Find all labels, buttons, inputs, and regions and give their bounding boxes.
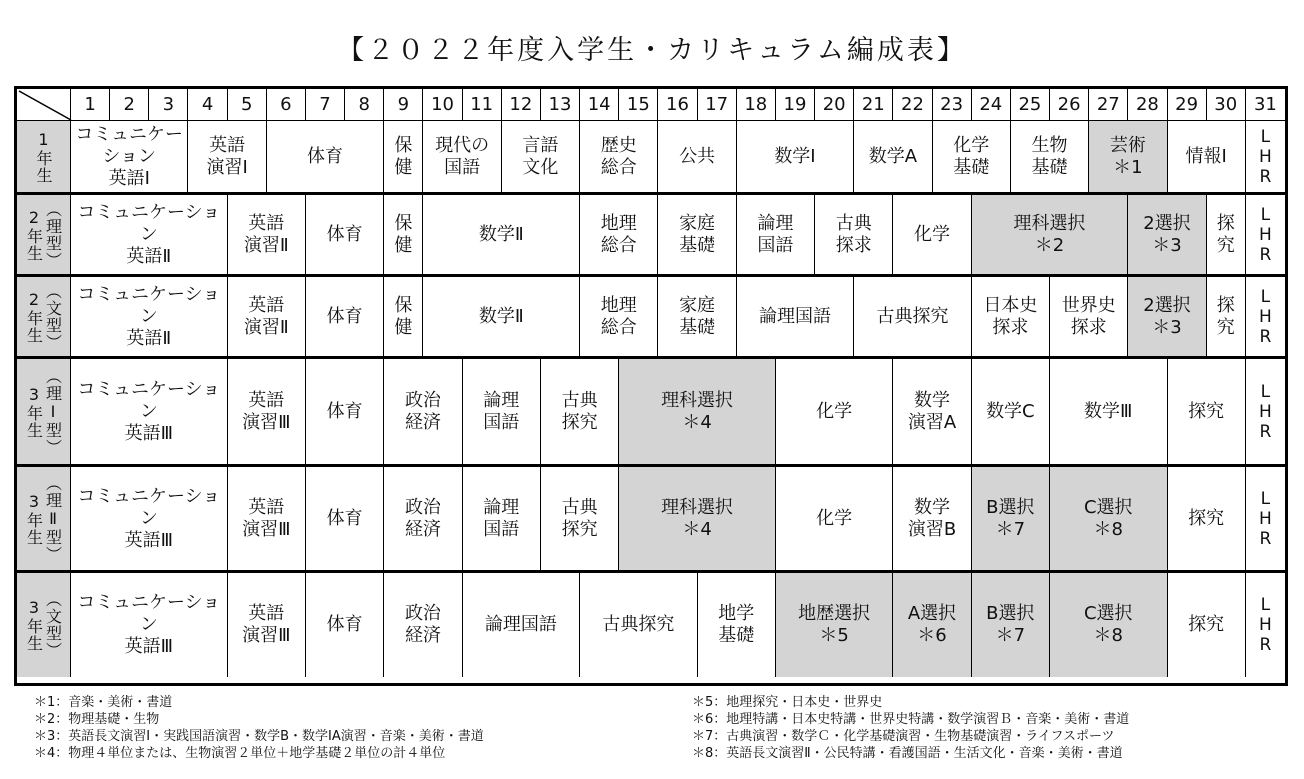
column-header: 31: [1246, 89, 1285, 121]
footnote: ＊6：地理特講・日本史特講・世界史特講・数学演習Ｂ・音楽・美術・書道: [692, 712, 1130, 727]
row-label-type: （理型）: [43, 200, 63, 269]
subject-cell: 化学: [776, 467, 893, 573]
subject-cell: 数学A: [854, 121, 932, 195]
footnote: ＊8：英語長文演習Ⅱ・公民特講・看護国語・生活文化・音楽・美術・書道: [692, 746, 1123, 761]
footnote: ＊3：英語長文演習Ⅰ・実践国語演習・数学B・数学ⅠA演習・音楽・美術・書道: [34, 729, 484, 744]
column-header: 22: [893, 89, 932, 121]
subject-cell: 英語 演習Ⅱ: [228, 195, 306, 277]
subject-cell: C選択 ＊8: [1050, 573, 1167, 677]
subject-cell: 英語 演習Ⅲ: [228, 467, 306, 573]
subject-cell: C選択 ＊8: [1050, 467, 1167, 573]
subject-cell: 日本史 探求: [972, 277, 1050, 359]
lhr-cell: L H R: [1246, 195, 1285, 277]
subject-cell: 論理 国語: [737, 195, 815, 277]
subject-cell: 地歴選択 ＊5: [776, 573, 893, 677]
subject-cell: 保 健: [384, 195, 423, 277]
row-label-type: （理Ⅰ型）: [43, 367, 63, 456]
row-label-grade: 1年生: [34, 129, 53, 184]
subject-cell: 2選択 ＊3: [1128, 195, 1206, 277]
subject-cell: 体育: [306, 277, 384, 359]
footnote: ＊5：地理探究・日本史・世界史: [692, 695, 883, 710]
subject-cell: 化学: [893, 195, 971, 277]
footnote: ＊7：古典演習・数学Ｃ・化学基礎演習・生物基礎演習・ライフスポーツ: [692, 729, 1115, 744]
subject-cell: 古典 探究: [541, 359, 619, 467]
lhr-cell: L H R: [1246, 121, 1285, 195]
lhr-cell: L H R: [1246, 359, 1285, 467]
column-header: 24: [972, 89, 1011, 121]
subject-cell: 数学 演習B: [893, 467, 971, 573]
subject-cell: 保 健: [384, 277, 423, 359]
subject-cell: B選択 ＊7: [972, 573, 1050, 677]
column-header: 19: [776, 89, 815, 121]
column-header: 5: [228, 89, 267, 121]
subject-cell: 数学Ⅰ: [737, 121, 854, 195]
column-header: 30: [1207, 89, 1246, 121]
row-label-grade: 3年生: [24, 598, 44, 652]
column-header: 4: [188, 89, 227, 121]
subject-cell: 地学 基礎: [698, 573, 776, 677]
column-header: 2: [110, 89, 149, 121]
column-header: 25: [1011, 89, 1050, 121]
subject-cell: 論理国語: [463, 573, 580, 677]
subject-cell: コミュニケーション 英語Ⅱ: [71, 195, 228, 277]
subject-cell: 古典 探究: [541, 467, 619, 573]
subject-cell: 政治 経済: [384, 359, 462, 467]
subject-cell: 探究: [1168, 467, 1246, 573]
subject-cell: 論理 国語: [463, 359, 541, 467]
subject-cell: 古典探究: [580, 573, 697, 677]
row-label: [17, 573, 71, 677]
subject-cell: 英語 演習Ⅲ: [228, 359, 306, 467]
subject-cell: 理科選択 ＊4: [619, 467, 776, 573]
subject-cell: 世界史 探求: [1050, 277, 1128, 359]
row-label: [17, 121, 71, 195]
lhr-cell: L H R: [1259, 595, 1272, 655]
row-label-grade: 3年生: [24, 491, 44, 546]
subject-cell: 公共: [658, 121, 736, 195]
column-header: 20: [815, 89, 854, 121]
column-header: 17: [698, 89, 737, 121]
column-header: 23: [933, 89, 972, 121]
column-header: 1: [71, 89, 110, 121]
subject-cell: コミュニケーション 英語Ⅰ: [71, 121, 188, 195]
column-header: 16: [658, 89, 697, 121]
subject-cell: 数学 演習A: [893, 359, 971, 467]
subject-cell: 英語 演習Ⅱ: [228, 277, 306, 359]
subject-cell: 数学C: [972, 359, 1050, 467]
column-header: 18: [737, 89, 776, 121]
subject-cell: 数学Ⅱ: [423, 277, 580, 359]
subject-cell: 古典探究: [854, 277, 971, 359]
subject-cell: 古典 探求: [815, 195, 893, 277]
column-header: 11: [463, 89, 502, 121]
subject-cell: コミュニケーション 英語Ⅱ: [71, 277, 228, 359]
curriculum-table: [14, 86, 1288, 686]
column-header: 12: [502, 89, 541, 121]
subject-cell: 政治 経済: [384, 467, 462, 573]
footnote: ＊2：物理基礎・生物: [34, 712, 160, 727]
subject-cell: 探 究: [1207, 195, 1246, 277]
column-header: 9: [384, 89, 423, 121]
row-label: [17, 277, 71, 359]
row-label-grade: 3年生: [24, 384, 44, 439]
subject-cell: 数学Ⅲ: [1050, 359, 1167, 467]
subject-cell: 探究: [1168, 573, 1246, 677]
column-header: 7: [306, 89, 345, 121]
row-label: [17, 359, 71, 467]
subject-cell: 体育: [267, 121, 384, 195]
lhr-cell: L H R: [1246, 467, 1285, 573]
lhr-cell: L H R: [1246, 277, 1285, 359]
subject-cell: B選択 ＊7: [972, 467, 1050, 573]
footnote: ＊4：物理４単位または、生物演習２単位＋地学基礎２単位の計４単位: [34, 746, 446, 761]
column-header: 10: [423, 89, 462, 121]
subject-cell: 体育: [306, 573, 384, 677]
subject-cell: A選択 ＊6: [893, 573, 971, 677]
subject-cell: 体育: [306, 359, 384, 467]
subject-cell: 化学: [776, 359, 893, 467]
subject-cell: 体育: [306, 195, 384, 277]
column-header: 26: [1050, 89, 1089, 121]
subject-cell: 論理 国語: [463, 467, 541, 573]
column-header: 8: [345, 89, 384, 121]
column-header: 28: [1128, 89, 1167, 121]
subject-cell: 体育: [306, 467, 384, 573]
subject-cell: 政治 経済: [384, 573, 462, 677]
subject-cell: 歴史 総合: [580, 121, 658, 195]
page-title: 【２０２２年度入学生・カリキュラム編成表】: [337, 35, 967, 66]
subject-cell: 保 健: [384, 121, 423, 195]
header-corner: [17, 89, 71, 121]
subject-cell: 芸術 ＊1: [1089, 121, 1167, 195]
subject-cell: 探究: [1168, 359, 1246, 467]
subject-cell: 地理 総合: [580, 195, 658, 277]
footnote: ＊1：音楽・美術・書道: [34, 695, 173, 710]
subject-cell: 数学Ⅱ: [423, 195, 580, 277]
row-label-type: （文型）: [43, 282, 63, 351]
subject-cell: コミュニケーション 英語Ⅲ: [71, 467, 228, 573]
subject-cell: 2選択 ＊3: [1128, 277, 1206, 359]
column-header: 21: [854, 89, 893, 121]
subject-cell: 論理国語: [737, 277, 854, 359]
subject-cell: 理科選択 ＊2: [972, 195, 1129, 277]
row-label: [17, 195, 71, 277]
subject-cell: 情報Ⅰ: [1168, 121, 1246, 195]
subject-cell: 探 究: [1207, 277, 1246, 359]
row-label: [17, 467, 71, 573]
subject-cell: 家庭 基礎: [658, 195, 736, 277]
subject-cell: 理科選択 ＊4: [619, 359, 776, 467]
notes-left: [34, 694, 484, 762]
column-header: 14: [580, 89, 619, 121]
subject-cell: 英語 演習Ⅲ: [228, 573, 306, 677]
subject-cell: コミュニケーション 英語Ⅲ: [71, 573, 228, 677]
row-label-type: （理Ⅱ型）: [43, 474, 63, 563]
subject-cell: 現代の 国語: [423, 121, 501, 195]
subject-cell: 家庭 基礎: [658, 277, 736, 359]
row-label-grade: 2年生: [24, 207, 44, 262]
subject-cell: 生物 基礎: [1011, 121, 1089, 195]
subject-cell: コミュニケーション 英語Ⅲ: [71, 359, 228, 467]
column-header: 27: [1089, 89, 1128, 121]
subject-cell: 地理 総合: [580, 277, 658, 359]
row-label-type: （文型）: [43, 591, 63, 659]
subject-cell: 化学 基礎: [933, 121, 1011, 195]
subject-cell: 言語 文化: [502, 121, 580, 195]
column-header: 6: [267, 89, 306, 121]
column-header: 13: [541, 89, 580, 121]
row-label-grade: 2年生: [24, 289, 44, 344]
subject-cell: 英語 演習Ⅰ: [188, 121, 266, 195]
column-header: 15: [619, 89, 658, 121]
column-header: 3: [149, 89, 188, 121]
column-header: 29: [1168, 89, 1207, 121]
notes-right: [692, 694, 1129, 762]
